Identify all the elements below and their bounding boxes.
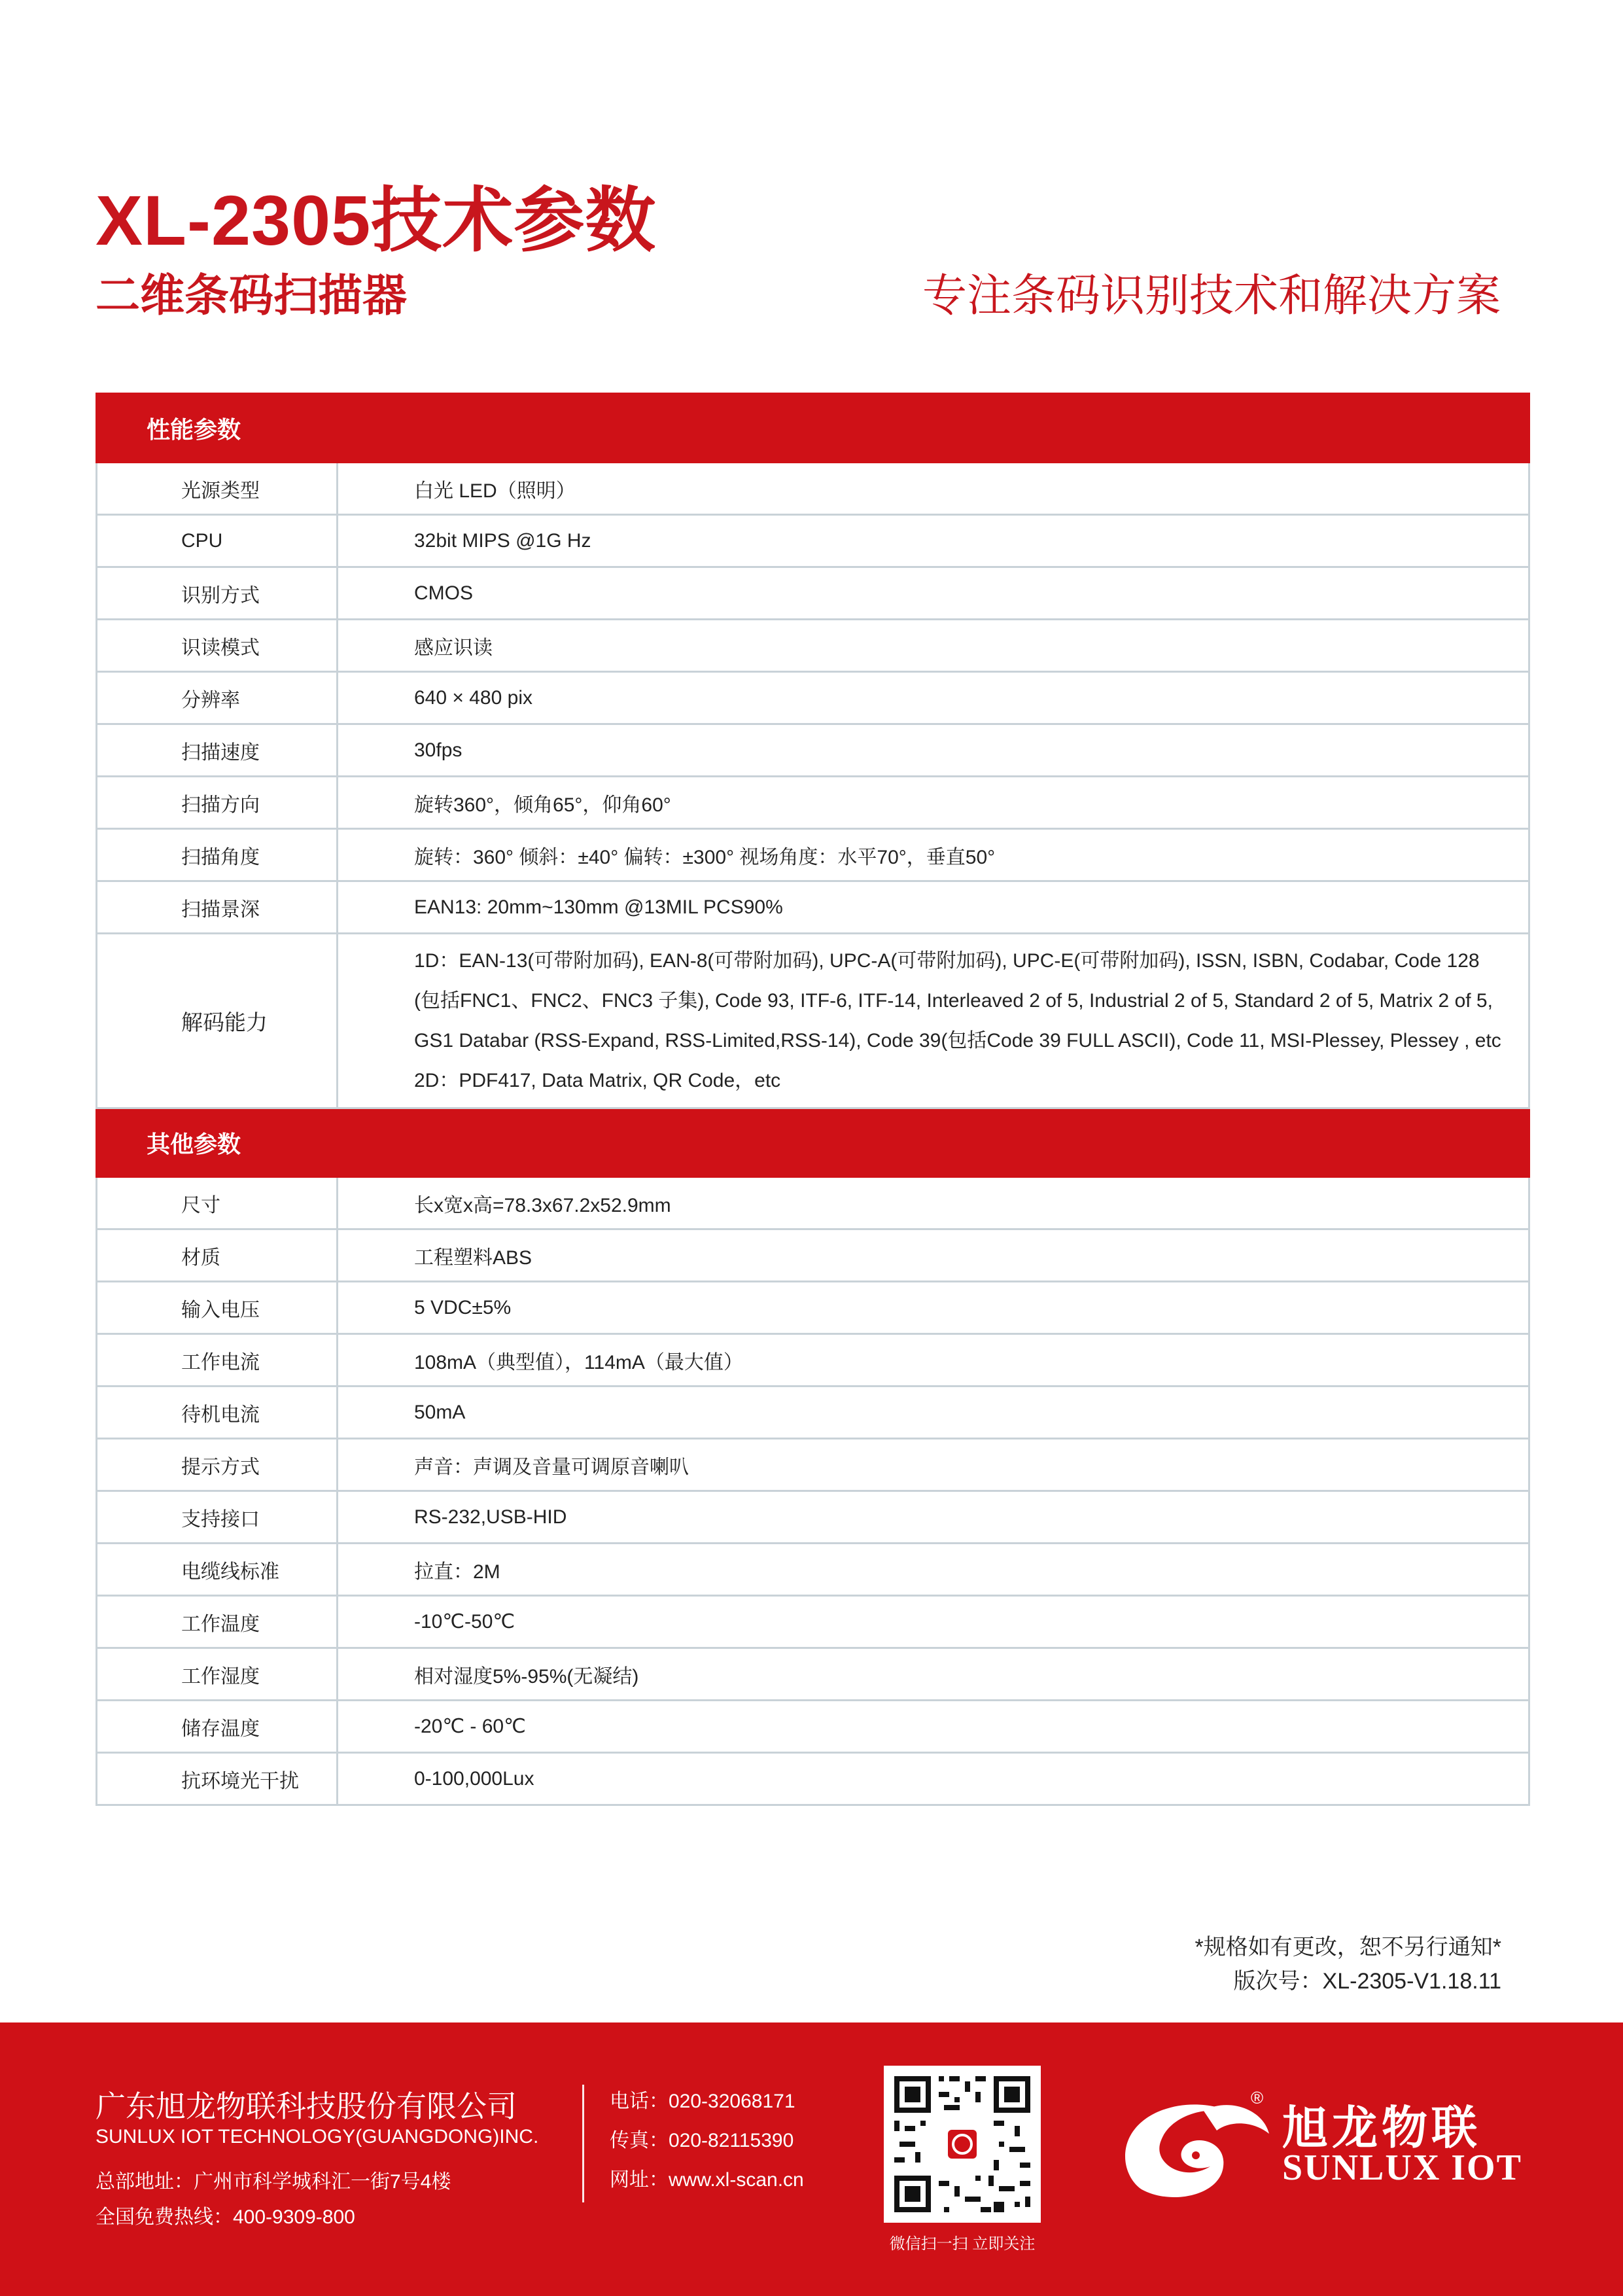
qr-caption: 微信扫一扫 立即关注 xyxy=(889,2235,1036,2253)
row-label: 识别方式 xyxy=(97,567,338,620)
row-value: 工程塑料ABS xyxy=(338,1229,1529,1282)
row-label: 待机电流 xyxy=(97,1386,338,1439)
row-value: 拉直：2M xyxy=(338,1544,1529,1596)
decode-line: (包括FNC1、FNC2、FNC3 子集), Code 93, ITF-6, ITF-14, Interleaved 2 of 5, Industrial 2 of 5, Standard 2 of 5, Matrix 2 of 5, xyxy=(414,990,1493,1012)
row-value: 长x宽x高=78.3x67.2x52.9mm xyxy=(338,1177,1529,1229)
table-row xyxy=(97,1386,1529,1439)
decode-line: 2D：PDF417, Data Matrix, QR Code，etc xyxy=(414,1070,781,1091)
slogan: 专注条码识别技术和解决方案 xyxy=(922,271,1501,321)
row-label: 电缆线标准 xyxy=(97,1544,338,1596)
table-row xyxy=(97,1177,1529,1229)
row-label: 解码能力 xyxy=(97,934,338,1108)
section-title: 其他参数 xyxy=(97,1108,1529,1177)
table-row xyxy=(97,1701,1529,1753)
row-value: 0-100,000Lux xyxy=(338,1753,1529,1805)
table-row xyxy=(97,463,1529,515)
row-value: 30fps xyxy=(338,724,1529,777)
row-label: 支持接口 xyxy=(97,1491,338,1544)
row-label: 扫描景深 xyxy=(97,881,338,934)
version-number: 版次号：XL-2305-V1.18.11 xyxy=(1233,1969,1501,1994)
contact-website[interactable]: 网址：www.xl-scan.cn xyxy=(610,2169,804,2191)
table-row xyxy=(97,1648,1529,1701)
table-row xyxy=(97,672,1529,724)
company-name-en: SUNLUX IOT TECHNOLOGY(GUANGDONG)INC. xyxy=(96,2126,539,2147)
qr-code xyxy=(884,2066,1041,2223)
decode-row xyxy=(97,934,1529,1108)
row-value: RS-232,USB-HID xyxy=(338,1491,1529,1544)
section-header-other xyxy=(97,1108,1529,1177)
disclaimer-note: *规格如有更改，恕不另行通知* xyxy=(1195,1935,1501,1960)
company-hotline: 全国免费热线：400-9309-800 xyxy=(96,2206,355,2228)
product-subtitle: 二维条码扫描器 xyxy=(96,271,408,321)
row-value: 白光 LED（照明） xyxy=(338,463,1529,515)
row-label: 扫描方向 xyxy=(97,777,338,829)
row-label: 输入电压 xyxy=(97,1282,338,1334)
row-value: CMOS xyxy=(338,567,1529,620)
table-row xyxy=(97,881,1529,934)
row-label: 识读模式 xyxy=(97,620,338,672)
section-title: 性能参数 xyxy=(97,394,1529,463)
row-label: 扫描角度 xyxy=(97,829,338,881)
registered-mark: ® xyxy=(1251,2088,1264,2108)
row-label: 尺寸 xyxy=(97,1177,338,1229)
row-label: 光源类型 xyxy=(97,463,338,515)
row-value: -10℃-50℃ xyxy=(338,1596,1529,1648)
row-label: 扫描速度 xyxy=(97,724,338,777)
qr-code-icon xyxy=(884,2066,1041,2223)
table-row xyxy=(97,1544,1529,1596)
table-row xyxy=(97,1596,1529,1648)
row-value: 感应识读 xyxy=(338,620,1529,672)
row-value: 108mA（典型值），114mA（最大值） xyxy=(338,1334,1529,1386)
row-value: 32bit MIPS @1G Hz xyxy=(338,515,1529,567)
section-header-performance xyxy=(97,394,1529,463)
row-value: EAN13: 20mm~130mm @13MIL PCS90% xyxy=(338,881,1529,934)
table-row xyxy=(97,620,1529,672)
table-row xyxy=(97,567,1529,620)
row-value: 声音：声调及音量可调原音喇叭 xyxy=(338,1439,1529,1491)
table-row xyxy=(97,777,1529,829)
spec-table xyxy=(96,393,1530,1806)
table-row xyxy=(97,1439,1529,1491)
table-row xyxy=(97,1753,1529,1805)
row-label: 提示方式 xyxy=(97,1439,338,1491)
row-label: 工作温度 xyxy=(97,1596,338,1648)
table-row xyxy=(97,1282,1529,1334)
company-address: 总部地址：广州市科学城科汇一街7号4楼 xyxy=(96,2171,451,2193)
footer xyxy=(0,2022,1623,2296)
row-label: 分辨率 xyxy=(97,672,338,724)
table-row xyxy=(97,1229,1529,1282)
row-value: 640 × 480 pix xyxy=(338,672,1529,724)
row-label: 储存温度 xyxy=(97,1701,338,1753)
decode-line: 1D：EAN-13(可带附加码), EAN-8(可带附加码), UPC-A(可带附加码), UPC-E(可带附加码), ISSN, ISBN, Codabar, Code 128 xyxy=(414,950,1480,972)
brand-name-cn: 旭龙物联 xyxy=(1282,2102,1481,2153)
table-row xyxy=(97,1491,1529,1544)
row-label: 工作湿度 xyxy=(97,1648,338,1701)
brand-name-en: SUNLUX IOT xyxy=(1282,2147,1522,2188)
page-title: XL-2305技术参数 xyxy=(96,181,657,260)
table-row xyxy=(97,1334,1529,1386)
decode-line: GS1 Databar (RSS-Expand, RSS-Limited,RSS-14), Code 39(包括Code 39 FULL ASCII), Code 11, MSI-Plessey, Plessey , etc xyxy=(414,1030,1501,1051)
row-label: 抗环境光干扰 xyxy=(97,1753,338,1805)
row-value: 5 VDC±5% xyxy=(338,1282,1529,1334)
contact-phone: 电话：020-32068171 xyxy=(610,2091,795,2112)
company-name-cn: 广东旭龙物联科技股份有限公司 xyxy=(96,2089,517,2123)
table-row xyxy=(97,515,1529,567)
notes xyxy=(1195,1930,1501,1998)
contact-fax: 传真：020-82115390 xyxy=(610,2130,794,2151)
row-value: 旋转：360° 倾斜：±40° 偏转：±300° 视场角度：水平70°，垂直50° xyxy=(338,829,1529,881)
row-value: 旋转360°，倾角65°，仰角60° xyxy=(338,777,1529,829)
decode-value xyxy=(338,934,1529,1108)
row-value: 相对湿度5%-95%(无凝结) xyxy=(338,1648,1529,1701)
row-label: CPU xyxy=(97,515,338,567)
row-value: -20℃ - 60℃ xyxy=(338,1701,1529,1753)
footer-divider xyxy=(582,2085,584,2202)
table-row xyxy=(97,724,1529,777)
row-value: 50mA xyxy=(338,1386,1529,1439)
row-label: 工作电流 xyxy=(97,1334,338,1386)
table-row xyxy=(97,829,1529,881)
row-label: 材质 xyxy=(97,1229,338,1282)
